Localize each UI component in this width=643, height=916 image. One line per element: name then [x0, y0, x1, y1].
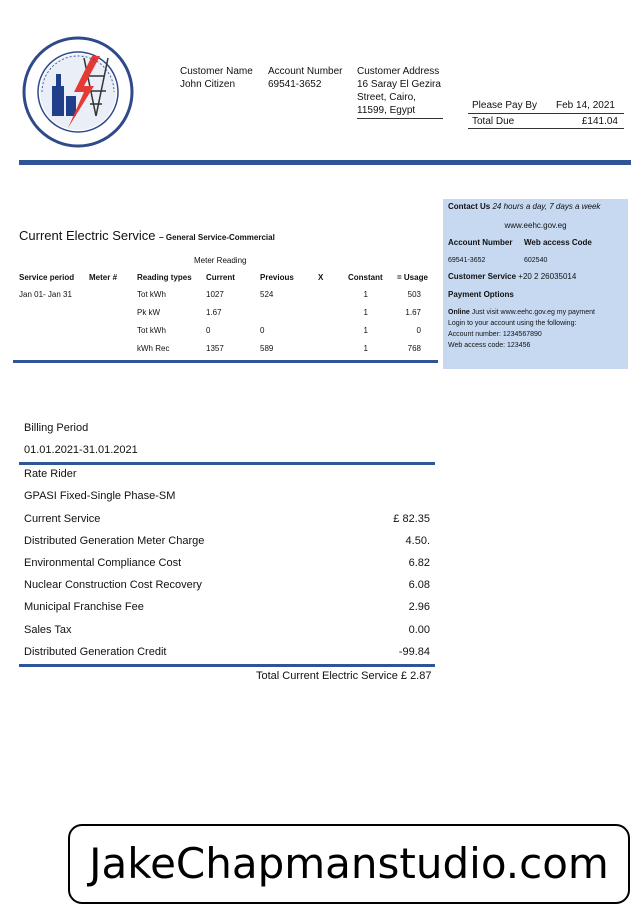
- customer-name-label: Customer Name: [180, 66, 253, 77]
- contact-hours: 24 hours a day, 7 days a week: [492, 202, 601, 211]
- charge-amount: 0.00: [408, 624, 430, 636]
- col-service-period: Service period: [19, 273, 75, 282]
- service-heading: [19, 228, 275, 243]
- charge-amount: -99.84: [398, 646, 430, 658]
- total-service-amount: £ 2.87: [400, 670, 432, 682]
- watermark-banner: JakeChapmanstudio.com: [68, 824, 630, 904]
- col-reading-types: Reading types: [137, 273, 192, 282]
- charge-label: Environmental Compliance Cost: [24, 557, 182, 569]
- rate-rider-label: Rate Rider: [24, 468, 77, 480]
- charges-divider: [19, 664, 435, 667]
- company-seal-logo: [22, 36, 134, 148]
- col-current: Current: [206, 273, 235, 282]
- charge-label: Current Service: [24, 513, 101, 525]
- charge-label: Nuclear Construction Cost Recovery: [24, 579, 202, 591]
- service-title: Current Electric Service: [19, 228, 156, 243]
- service-subtitle: – General Service-Commercial: [159, 233, 275, 242]
- rate-name: GPASI Fixed-Single Phase-SM: [24, 490, 176, 502]
- row-current: 1027: [206, 290, 224, 299]
- contact-account-number: 69541-3652: [448, 257, 486, 264]
- charge-label: Distributed Generation Meter Charge: [24, 535, 205, 547]
- row-usage: 503: [407, 290, 421, 299]
- billing-period: 01.01.2021-31.01.2021: [24, 444, 138, 456]
- web-access-code-label: Web access Code: [524, 238, 592, 247]
- online-text-1: Just visit www.eehc.gov.eg my payment: [471, 309, 595, 316]
- row-type: Tot kWh: [137, 326, 166, 335]
- charge-amount: £ 82.35: [393, 513, 430, 525]
- online-text-4: Web access code: 123456: [448, 342, 531, 349]
- customer-name: John Citizen: [180, 79, 236, 90]
- row-constant: 1: [363, 308, 368, 317]
- row-period: Jan 01- Jan 31: [19, 290, 72, 299]
- address-line: 11599, Egypt: [357, 105, 416, 116]
- customer-service-phone: +20 2 26035014: [518, 272, 577, 281]
- customer-service-label: Customer Service: [448, 272, 517, 281]
- row-type: Pk kW: [137, 308, 161, 317]
- please-pay-by-label: Please Pay By: [472, 100, 538, 111]
- col-constant: Constant: [348, 273, 383, 282]
- col-previous: Previous: [260, 273, 294, 282]
- total-due-label: Total Due: [472, 116, 515, 127]
- due-date: Feb 14, 2021: [556, 100, 615, 111]
- pay-divider: [468, 113, 624, 114]
- charge-label: Municipal Franchise Fee: [24, 601, 144, 613]
- service-table-divider: [13, 360, 438, 363]
- address-line: 16 Saray El Gezira: [357, 79, 441, 90]
- row-current: 0: [206, 326, 211, 335]
- total-service-label: Total Current Electric Service: [256, 670, 398, 682]
- online-label: Online: [448, 309, 470, 316]
- row-constant: 1: [363, 326, 368, 335]
- customer-address-label: Customer Address: [357, 66, 440, 77]
- total-service-row: [256, 670, 431, 682]
- row-previous: 524: [260, 290, 274, 299]
- payment-options-label: Payment Options: [448, 290, 514, 299]
- online-text-3: Account number: 1234567890: [448, 331, 542, 338]
- row-usage: 768: [407, 344, 421, 353]
- row-type: kWh Rec: [137, 344, 170, 353]
- col-meter: Meter #: [89, 273, 118, 282]
- total-due: £141.04: [581, 116, 618, 127]
- contact-us-label: Contact Us: [448, 202, 491, 211]
- header-divider: [19, 160, 631, 165]
- col-usage: = Usage: [397, 273, 428, 282]
- address-underline: [357, 118, 443, 119]
- website: www.eehc.gov.eg: [504, 221, 567, 230]
- row-previous: 589: [260, 344, 274, 353]
- row-constant: 1: [363, 290, 368, 299]
- billing-divider: [19, 462, 435, 465]
- col-x: X: [318, 273, 324, 282]
- online-text-2: Login to your account using the following:: [448, 320, 577, 327]
- charge-label: Sales Tax: [24, 624, 72, 636]
- total-due-underline: [468, 128, 624, 129]
- charge-amount: 2.96: [408, 601, 430, 613]
- row-current: 1.67: [206, 308, 222, 317]
- account-number: 69541-3652: [268, 79, 322, 90]
- billing-period-label: Billing Period: [24, 422, 89, 434]
- row-type: Tot kWh: [137, 290, 166, 299]
- contact-box: [443, 199, 628, 369]
- contact-account-number-label: Account Number: [448, 238, 513, 247]
- charge-label: Distributed Generation Credit: [24, 646, 167, 658]
- row-usage: 1.67: [405, 308, 421, 317]
- meter-reading-label: Meter Reading: [194, 256, 247, 265]
- charge-amount: 4.50.: [405, 535, 430, 547]
- row-constant: 1: [363, 344, 368, 353]
- web-access-code: 602540: [524, 257, 548, 264]
- row-previous: 0: [260, 326, 265, 335]
- charge-amount: 6.08: [408, 579, 430, 591]
- account-number-label: Account Number: [268, 66, 343, 77]
- address-line: Street, Cairo,: [357, 92, 416, 103]
- charge-amount: 6.82: [408, 557, 430, 569]
- row-usage: 0: [416, 326, 421, 335]
- row-current: 1357: [206, 344, 224, 353]
